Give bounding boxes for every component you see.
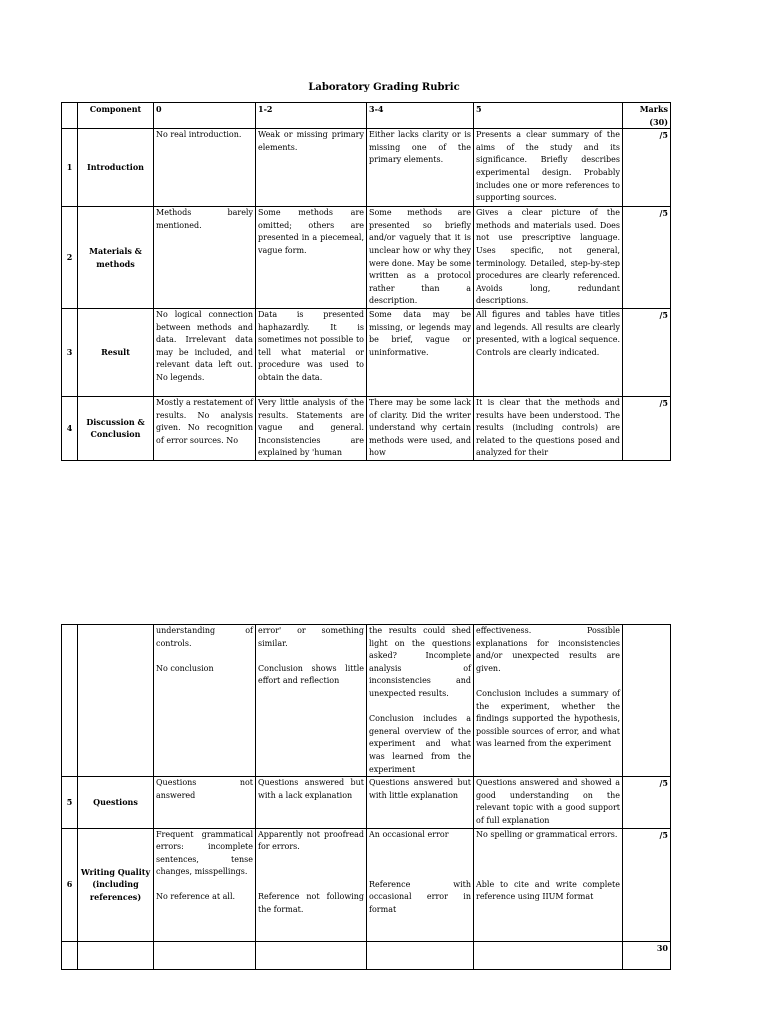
- criteria-cell: Apparently not proofread for errors. Reference not following the format.: [256, 828, 367, 941]
- criteria-cell: error' or something similar. Conclusion shows little effort and reflection: [256, 625, 367, 777]
- marks-cell: /5: [623, 308, 671, 396]
- criteria-cell: effectiveness. Possible explanations for inconsistencies and/or unexpected results are given. Conclusion includes a summary of the experiment, whether the findings supported the hypothesis, possible sources of error, and what was learned from the experiment: [474, 625, 623, 777]
- criteria-cell: Gives a clear picture of the methods and materials used. Does not use prescriptive language. Uses specific, not general, terminology. Detailed, step-by-step procedures are clearly referenced. Avoids long, redundant descriptions.: [474, 207, 623, 309]
- criteria-cell: All figures and tables have titles and legends. All results are clearly presented, with a logical sequence. Controls are clearly indicated.: [474, 308, 623, 396]
- total-marks: 30: [623, 941, 671, 969]
- table-row: [62, 207, 671, 309]
- row-number: 2: [62, 207, 78, 309]
- row-number: 6: [62, 828, 78, 941]
- criteria-cell: Either lacks clarity or is missing one of the primary elements.: [367, 129, 474, 207]
- component-label: Result: [78, 308, 154, 396]
- criteria-cell: [474, 941, 623, 969]
- criteria-cell: Some data may be missing, or legends may be brief, vague or uninformative.: [367, 308, 474, 396]
- page-title: Laboratory Grading Rubric: [308, 82, 460, 93]
- table-row: [62, 828, 671, 941]
- criteria-cell: An occasional error Reference with occasional error in format: [367, 828, 474, 941]
- criteria-cell: No real introduction.: [154, 129, 256, 207]
- criteria-cell: Very little analysis of the results. Statements are vague and general. Inconsistencies are explained by 'human: [256, 396, 367, 460]
- component-label: Discussion & Conclusion: [78, 396, 154, 460]
- criteria-cell: Mostly a restatement of results. No analysis given. No recognition of error sources. No: [154, 396, 256, 460]
- header-marks: Marks (30): [623, 103, 671, 129]
- criteria-cell: Methods barely mentioned.: [154, 207, 256, 309]
- marks-cell: /5: [623, 828, 671, 941]
- rubric-table: [61, 102, 671, 461]
- header-num: [62, 103, 78, 129]
- criteria-cell: No spelling or grammatical errors. Able to cite and write complete reference using IIUM format: [474, 828, 623, 941]
- table-row: [62, 777, 671, 828]
- criteria-cell: Questions answered but with a lack explanation: [256, 777, 367, 828]
- criteria-cell: Some methods are omitted; others are presented in a piecemeal, vague form.: [256, 207, 367, 309]
- criteria-cell: It is clear that the methods and results have been understood. The results (including controls) are related to the questions posed and analyzed for their: [474, 396, 623, 460]
- criteria-cell: Some methods are presented so briefly and/or vaguely that it is unclear how or why they were done. May be some written as a protocol rather than a description.: [367, 207, 474, 309]
- row-number: 4: [62, 396, 78, 460]
- table-row: [62, 625, 671, 777]
- marks-cell: /5: [623, 129, 671, 207]
- criteria-cell: Frequent grammatical errors: incomplete sentences, tense changes, misspellings. No reference at all.: [154, 828, 256, 941]
- component-label: Introduction: [78, 129, 154, 207]
- total-row: [62, 941, 671, 969]
- criteria-cell: Questions answered but with little explanation: [367, 777, 474, 828]
- marks-cell: /5: [623, 396, 671, 460]
- header-score-0: 0: [154, 103, 256, 129]
- criteria-cell: Questions not answered: [154, 777, 256, 828]
- header-score-5: 5: [474, 103, 623, 129]
- marks-cell: [623, 625, 671, 777]
- row-number: 3: [62, 308, 78, 396]
- criteria-cell: Weak or missing primary elements.: [256, 129, 367, 207]
- criteria-cell: understanding of controls. No conclusion: [154, 625, 256, 777]
- criteria-cell: There may be some lack of clarity. Did the writer understand why certain methods were used, and how: [367, 396, 474, 460]
- criteria-cell: Questions answered and showed a good understanding on the relevant topic with a good support of full explanation: [474, 777, 623, 828]
- criteria-cell: Data is presented haphazardly. It is sometimes not possible to tell what material or procedure was used to obtain the data.: [256, 308, 367, 396]
- table-row: [62, 396, 671, 460]
- component-label: Writing Quality (including references): [78, 828, 154, 941]
- header-component: Component: [78, 103, 154, 129]
- row-number: [62, 941, 78, 969]
- header-score-3-4: 3-4: [367, 103, 474, 129]
- component-label: Materials & methods: [78, 207, 154, 309]
- component-label: [78, 625, 154, 777]
- marks-cell: /5: [623, 777, 671, 828]
- table-row: [62, 129, 671, 207]
- criteria-cell: [367, 941, 474, 969]
- header-score-1-2: 1-2: [256, 103, 367, 129]
- component-label: Questions: [78, 777, 154, 828]
- row-number: 1: [62, 129, 78, 207]
- criteria-cell: [256, 941, 367, 969]
- row-number: [62, 625, 78, 777]
- marks-cell: /5: [623, 207, 671, 309]
- table-row: [62, 308, 671, 396]
- component-label: [78, 941, 154, 969]
- criteria-cell: [154, 941, 256, 969]
- criteria-cell: No logical connection between methods and data. Irrelevant data may be included, and relevant data left out. No legends.: [154, 308, 256, 396]
- header-row: [62, 103, 671, 129]
- row-number: 5: [62, 777, 78, 828]
- criteria-cell: Presents a clear summary of the aims of the study and its significance. Briefly describes experimental design. Probably includes one or more references to supporting sources.: [474, 129, 623, 207]
- rubric-table-continued: [61, 624, 671, 970]
- criteria-cell: the results could shed light on the questions asked? Incomplete analysis of inconsistencies and unexpected results. Conclusion includes a general overview of the experiment and what was learned from the experiment: [367, 625, 474, 777]
